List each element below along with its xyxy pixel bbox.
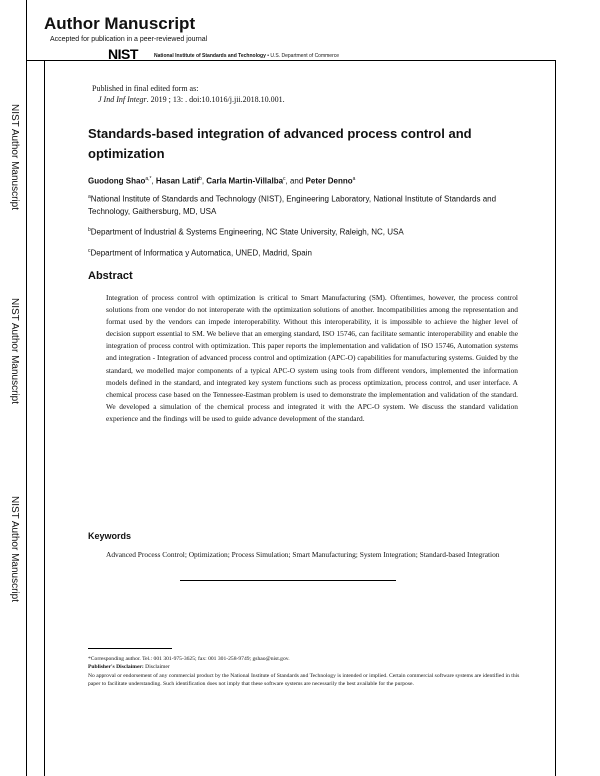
keywords-heading: Keywords: [88, 531, 132, 541]
footnotes: [88, 655, 528, 689]
affiliation-text: Department of Industrial & Systems Engineering, NC State University, Raleigh, NC, USA: [90, 227, 404, 237]
author-name: Peter Denno: [305, 176, 353, 186]
author-list: [88, 176, 355, 186]
keywords-body: Advanced Process Control; Optimization; Process Simulation; Smart Manufacturing; System Integration; Standard-based Integration: [106, 550, 500, 559]
author-name: Guodong Shao: [88, 176, 146, 186]
author-separator: ,: [151, 176, 156, 186]
affiliation: [88, 224, 528, 239]
citation-details: . 2019 ; 13: . doi:10.1016/j.jii.2018.10.001.: [146, 95, 285, 104]
author-affiliation-mark: c: [283, 176, 286, 182]
side-label-top: NIST Author Manuscript: [9, 104, 20, 210]
institute-name: National Institute of Standards and Technology: [154, 53, 266, 59]
left-border-rule: [26, 0, 27, 776]
affiliation: [88, 245, 528, 260]
disclaimer-label: Publisher's Disclaimer:: [88, 664, 144, 671]
author-separator: ,: [201, 176, 207, 186]
section-divider: [180, 580, 396, 581]
affiliation-mark: a: [88, 194, 91, 200]
nist-logo-icon: [108, 47, 150, 60]
abstract-body: Integration of process control with optimization is critical to Smart Manufacturing (SM). Oftentimes, however, the process control solutions from one vendor do not interoperate with the optimization solutions of another. Incompatibilities among the representation and format used by the vendors can impede interoperability. Without this interoperability, it is impossible to achieve the higher level of decision support essential to SM. We believe that an emerging standard, ISO 15746, can facilitate semantic interoperability and enable the integration of process control with optimization. This paper reports the implementation and validation of ISO 15746, Automation systems and integration - Integration of advanced process control and optimization (APC-O) capabilities for manufacturing systems. Guided by the standard, we modelled major components of a typical APC-O system using tools from different vendors, implemented the information models defined in the standard, and integrated key system functions such as process optimization, process control, and user interface. A chemical process case based on the Tennessee-Eastman problem is used to demonstrate the implementation and validation of the standard. We developed a simulation of the chemical process and integrated it with the APC-O system. We discuss the standard validation experience and the findings will be used to guide advance development of the standard.: [106, 293, 518, 423]
publisher-disclaimer-line: [88, 663, 528, 671]
nist-banner: [108, 46, 339, 60]
affiliation: [88, 191, 528, 218]
citation-line: [98, 94, 285, 105]
author-separator: , and: [285, 176, 306, 186]
author-manuscript-title: Author Manuscript: [44, 14, 196, 33]
affiliation-mark: b: [88, 227, 91, 233]
author-affiliation-mark: a,*: [145, 176, 152, 182]
manuscript-header: [44, 14, 554, 43]
paper-title: Standards-based integration of advanced process control and optimization: [88, 126, 472, 161]
publication-info: [92, 83, 285, 105]
author-manuscript-subtitle: Accepted for publication in a peer-reviewed journal: [50, 36, 208, 43]
disclaimer-text: No approval or endorsement of any commercial product by the National Institute of Standards and Technology is intended or implied. Certain commercial software systems are identified in this paper to facilitate understanding. Such identification does not imply that these software systems are necessarily the best available for the purpose.: [88, 672, 520, 688]
corresponding-author-note: *Corresponding author. Tel.: 001 301-975-3625; fax: 001 301-258-9749; gshao@nist.gov.: [88, 656, 290, 662]
side-label-middle: NIST Author Manuscript: [9, 298, 20, 404]
journal-name: J Ind Inf Integr: [98, 95, 147, 104]
inner-border-rule: [44, 60, 45, 776]
author-name: Hasan Latif: [155, 176, 200, 186]
header-rule: [26, 60, 556, 61]
disclaimer-word: Disclaimer: [143, 664, 170, 671]
abstract-heading: Abstract: [88, 270, 133, 282]
author-affiliation-mark: b: [199, 176, 202, 182]
affiliation-mark: c: [88, 248, 91, 254]
author-affiliation-mark: a: [352, 176, 356, 182]
footnote-divider: [88, 648, 172, 649]
published-line: Published in final edited form as:: [92, 84, 199, 93]
side-label-bottom: NIST Author Manuscript: [9, 496, 20, 602]
affiliation-text: National Institute of Standards and Technology (NIST), Engineering Laboratory, National Institute of Standards and Technology, Gaithersburg, MD, USA: [88, 194, 497, 216]
department-name: • U.S. Department of Commerce: [265, 53, 340, 59]
nist-institute-line: [154, 52, 339, 60]
right-border-rule: [555, 60, 556, 776]
affiliation-text: Department of Informatica y Automatica, UNED, Madrid, Spain: [90, 248, 312, 258]
svg-text:NIST: NIST: [108, 47, 138, 60]
author-name: Carla Martin-Villalba: [206, 176, 284, 186]
